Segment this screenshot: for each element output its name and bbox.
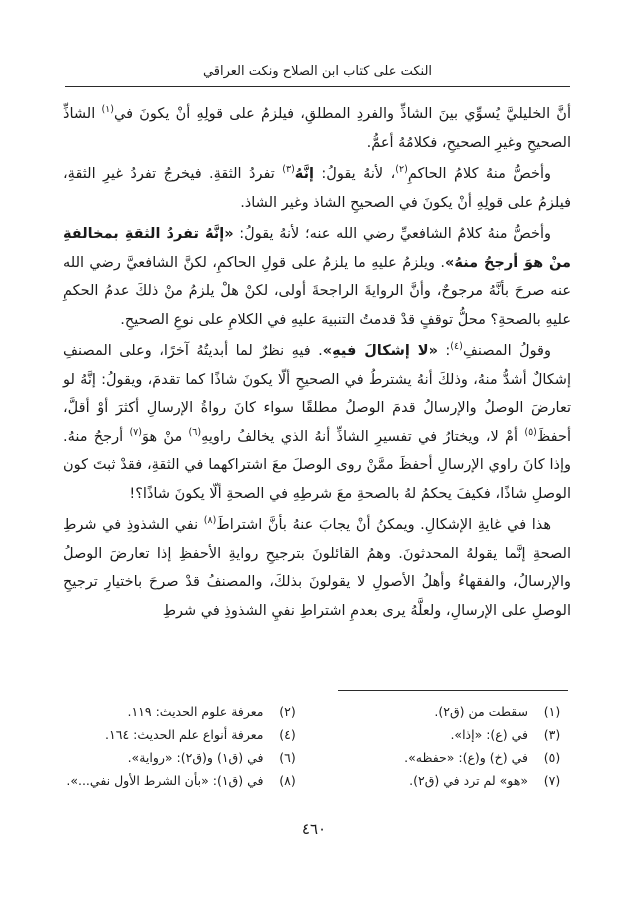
footnote (330, 723, 571, 746)
text-run: وأخصُّ منهُ كلامُ الحاكمِ (407, 166, 552, 182)
footnote-text: «هو» لم ترد في (ق٢). (409, 773, 528, 788)
quotation: «لا إشكالَ فيهِ» (322, 343, 438, 359)
running-header (65, 62, 570, 87)
footnote (330, 746, 571, 769)
text-run: وأخصُّ منهُ كلامُ الشافعيِّ رضي الله عنه؛ لأنهُ يقولُ: (233, 226, 551, 242)
page-number: ٤٦٠ (301, 820, 327, 838)
paragraph (63, 160, 571, 217)
footnote-marker: (٧) (129, 426, 142, 438)
footnote-marker: (٢) (395, 164, 408, 176)
text-run: : (437, 343, 451, 359)
main-text (63, 100, 571, 685)
footnote-text: سقطت من (ق٢). (434, 704, 528, 719)
text-run: أرجحُ منهُ. وإذا كانَ راوي الإرسالِ أحفظَ ممَّنْ روى الوصلَ معَ اشتراكهما في الثقةِ، فقدْ ثبتَ كون الوصلِ شاذًا، فكيفَ يحكمُ لهُ بالصحةِ معَ شرطِهِ في الصحةِ ألّا يكونَ شاذًا؟! (63, 428, 571, 502)
paragraph (63, 100, 571, 157)
footnote-text: في (ق١): «بأن الشرط الأول نفي...». (66, 773, 264, 788)
footnote (65, 700, 306, 723)
footnotes (65, 700, 570, 792)
footnote-number: (١) (543, 704, 561, 719)
footnote-marker: (١) (101, 104, 114, 116)
footnote-marker: (٣) (282, 164, 295, 176)
footnote-number: (٧) (543, 773, 561, 788)
footnote-number: (٤) (279, 727, 296, 742)
footnote-text: معرفة أنواع علم الحديث: ١٦٤. (105, 727, 264, 742)
footnote-number: (٣) (543, 727, 561, 742)
footnote-text: في (ق١) و(ق٢): «رواية». (127, 750, 264, 765)
text-run: منْ هوَ (142, 428, 189, 445)
text-run: ، لأنهُ يقولُ: (314, 166, 396, 182)
footnote (330, 769, 571, 792)
footnote-text: معرفة علوم الحديث: ١١٩. (127, 704, 264, 719)
footnote (65, 723, 306, 746)
footnote-marker: (٥) (524, 426, 537, 438)
quotation: «إنَّهُ تفردُ الثقةِ بمخالفةِ منْ هوَ أرجحُ منهُ» (63, 226, 572, 271)
footnote-text: في (خ) و(ع): «حفظه». (404, 750, 528, 765)
footnote-marker: (٦) (188, 426, 202, 438)
footnote-text: في (ع): «إذا». (450, 727, 528, 742)
text-run: وقولُ المصنفِ (462, 343, 551, 359)
quotation: إنَّهُ (294, 166, 314, 182)
text-run: أنَّ الخليليَّ يُسوِّي بينَ الشاذِّ والفردِ المطلقِ، فيلزمُ على قولِهِ أنْ يكونَ في (114, 106, 571, 122)
paragraph (63, 337, 571, 508)
text-run: . فيهِ نظرٌ لما أبديتُهُ آخرًا، وعلى المصنفِ إشكالٌ أشدُّ منهُ، وذلكَ أنهُ يشترطُ في الصحيحِ ألّا يكونَ شاذًا كما تقدمَ، ويقولُ: إنَّهُ لو تعارضَ الوصلُ والإرسالُ قدمَ الوصلُ مطلقًا سواء كانَ رواةُ الإرسالِ أكثرَ أوْ أقلَّ، أحفظَ (63, 343, 571, 445)
text-run: هذا في غايةِ الإشكالِ. ويمكنُ أنْ يجابَ عنهُ بأنَّ اشتراطَ (216, 517, 552, 533)
book-title: النكت على كتاب ابن الصلاح ونكت العراقي (202, 64, 433, 79)
footnote-marker: (٨) (203, 515, 217, 527)
footnote (65, 769, 306, 792)
footnote-number: (٨) (279, 773, 296, 788)
text-run: نفي الشذوذِ في شرطِ الصحةِ إنَّما يقولهُ المحدثونَ. وهمُ القائلونَ بترجيحِ روايةِ الأحفظِ إذا تعارضَ الوصلُ والإرسالُ، والفقهاءُ وأهلُ الأصولِ لا يقولونَ بذلكَ، والمصنفُ قدْ صرحَ باختيارِ ترجيحِ الوصلِ على الإرسالِ، ولعلَّهُ يرى بعدمِ اشتراطِ نفيِ الشذوذِ في شرطِ (63, 517, 571, 619)
footnote-number: (٦) (279, 750, 296, 765)
footnote (65, 746, 306, 769)
footnote-number: (٥) (543, 750, 561, 765)
text-run: . ويلزمُ عليهِ ما يلزمُ على قولِ الحاكمِ، لكنَّ الشافعيَّ رضي الله عنه صرحَ بأنَّهُ مرجوحٌ، وأنَّ الروايةَ الراجحةَ أولى، لكنْ هلْ يلزمُ منْ ذلكَ عدمُ الحكمِ عليهِ بالصحةِ؟ محلُّ توقفٍ قدْ قدمتُ التنبيهَ عليهِ في الكلامِ على نوعِ الصحيحِ. (63, 254, 571, 328)
footnote (330, 700, 571, 723)
paragraph (63, 220, 571, 334)
text-run: أمْ لا، ويختارُ في تفسيرِ الشاذِّ أنهُ الذي يخالفُ راويهِ (201, 428, 525, 445)
text-run: الشاذِّ الصحيحِ وغيرِ الصحيحِ، فكلامُهُ أعمُّ. (63, 106, 571, 151)
footnote-separator (338, 690, 568, 691)
text-run: تفردُ الثقةِ. فيخرجُ تفردُ غيرِ الثقةِ، فيلزمُ على قولِهِ أنْ يكونَ في الصحيحِ الشاذ وغير الشاذ. (63, 166, 571, 211)
footnote-number: (٢) (279, 704, 296, 719)
paragraph (63, 511, 571, 625)
footnote-marker: (٤) (450, 341, 463, 353)
